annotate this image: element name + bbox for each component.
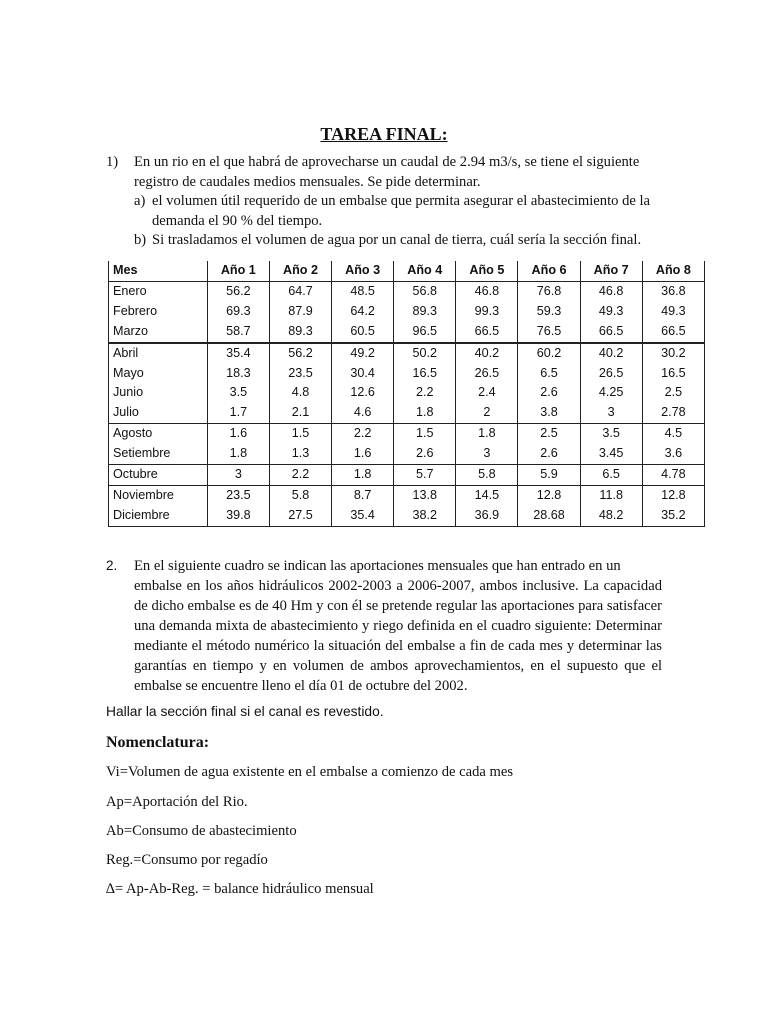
value-cell: 48.5: [332, 281, 394, 301]
question-2-text: embalse en los años hidráulicos 2002-2003 a 2006-2007, ambos inclusive. La capacidad de dicho embalse es de 40 Hm y con él se pretende regular las aportaciones para satisfacer una demanda mixta de abastecimiento y riego definida en el cuadro siguiente: Determinar mediante el método numérico la situación del embalse a fin de cada mes y determinar las garantías en tiempo y en volumen de ambos aprovechamientos, en el supuesto que el embalse se encuentre lleno el día 01 de octubre del 2002.: [134, 578, 662, 694]
value-cell: 69.3: [207, 302, 269, 322]
header-cell: Año 8: [642, 261, 704, 281]
month-cell: Noviembre: [109, 485, 208, 505]
value-cell: 76.8: [518, 281, 580, 301]
value-cell: 56.8: [394, 281, 456, 301]
table-row: [109, 444, 705, 464]
value-cell: 89.3: [394, 302, 456, 322]
month-cell: Julio: [109, 403, 208, 423]
value-cell: 89.3: [269, 322, 331, 343]
value-cell: 2.2: [332, 424, 394, 444]
value-cell: 23.5: [269, 364, 331, 384]
item-b-letter: b): [134, 232, 147, 248]
value-cell: 26.5: [456, 364, 518, 384]
value-cell: 2.2: [394, 383, 456, 403]
table-header-row: [109, 261, 705, 281]
month-cell: Octubre: [109, 465, 208, 486]
value-cell: 2.6: [518, 444, 580, 464]
month-cell: Junio: [109, 383, 208, 403]
value-cell: 3.8: [518, 403, 580, 423]
value-cell: 2.4: [456, 383, 518, 403]
table-row: [109, 465, 705, 486]
value-cell: 36.8: [642, 281, 704, 301]
value-cell: 66.5: [456, 322, 518, 343]
value-cell: 66.5: [580, 322, 642, 343]
nomenclature-title: Nomenclatura:: [106, 734, 210, 751]
month-cell: Mayo: [109, 364, 208, 384]
value-cell: 49.3: [580, 302, 642, 322]
nomenclature-item: Ap=Aportación del Rio.: [106, 794, 248, 810]
item-a-line-1: el volumen útil requerido de un embalse que permita asegurar el abastecimiento de la: [152, 193, 651, 209]
value-cell: 36.9: [456, 506, 518, 526]
value-cell: 46.8: [456, 281, 518, 301]
value-cell: 56.2: [207, 281, 269, 301]
value-cell: 66.5: [642, 322, 704, 343]
nomenclature-item: Vi=Volumen de agua existente en el embalse a comienzo de cada mes: [106, 764, 514, 780]
value-cell: 58.7: [207, 322, 269, 343]
value-cell: 49.3: [642, 302, 704, 322]
question-1-line-2: registro de caudales medios mensuales. Se pide determinar.: [134, 173, 481, 190]
month-cell: Diciembre: [109, 506, 208, 526]
value-cell: 12.8: [642, 485, 704, 505]
value-cell: 28.68: [518, 506, 580, 526]
value-cell: 5.7: [394, 465, 456, 486]
value-cell: 23.5: [207, 485, 269, 505]
value-cell: 49.2: [332, 343, 394, 364]
header-cell: Año 4: [394, 261, 456, 281]
value-cell: 4.5: [642, 424, 704, 444]
monthly-flow-table: [108, 261, 705, 527]
table-row: [109, 281, 705, 301]
value-cell: 18.3: [207, 364, 269, 384]
page-title: TAREA FINAL:: [320, 124, 448, 144]
month-cell: Enero: [109, 281, 208, 301]
question-2: [106, 556, 662, 696]
value-cell: 11.8: [580, 485, 642, 505]
value-cell: 56.2: [269, 343, 331, 364]
value-cell: 3.6: [642, 444, 704, 464]
table-row: [109, 343, 705, 364]
table-row: [109, 485, 705, 505]
question-2-number: 2.: [106, 558, 118, 573]
question-1-line-1: En un rio en el que habrá de aprovecharse un caudal de 2.94 m3/s, se tiene el siguiente: [134, 154, 640, 170]
header-cell: Año 2: [269, 261, 331, 281]
value-cell: 76.5: [518, 322, 580, 343]
value-cell: 1.6: [207, 424, 269, 444]
nomenclature-item: ∆= Ap-Ab-Reg. = balance hidráulico mensual: [106, 881, 374, 897]
value-cell: 2.6: [394, 444, 456, 464]
value-cell: 1.8: [332, 465, 394, 486]
header-cell: Año 1: [207, 261, 269, 281]
value-cell: 1.3: [269, 444, 331, 464]
value-cell: 60.2: [518, 343, 580, 364]
value-cell: 5.8: [269, 485, 331, 505]
value-cell: 30.4: [332, 364, 394, 384]
table-row: [109, 302, 705, 322]
value-cell: 6.5: [518, 364, 580, 384]
value-cell: 2.5: [642, 383, 704, 403]
value-cell: 8.7: [332, 485, 394, 505]
value-cell: 1.8: [394, 403, 456, 423]
value-cell: 1.6: [332, 444, 394, 464]
value-cell: 4.8: [269, 383, 331, 403]
month-cell: Febrero: [109, 302, 208, 322]
month-cell: Abril: [109, 343, 208, 364]
table-row: [109, 364, 705, 384]
month-cell: Marzo: [109, 322, 208, 343]
table-row: [109, 506, 705, 526]
value-cell: 12.8: [518, 485, 580, 505]
value-cell: 3: [580, 403, 642, 423]
value-cell: 46.8: [580, 281, 642, 301]
value-cell: 3: [456, 444, 518, 464]
value-cell: 3: [207, 465, 269, 486]
header-cell: Año 7: [580, 261, 642, 281]
value-cell: 30.2: [642, 343, 704, 364]
table-row: [109, 383, 705, 403]
value-cell: 35.4: [207, 343, 269, 364]
value-cell: 3.5: [207, 383, 269, 403]
value-cell: 3.5: [580, 424, 642, 444]
header-cell: Año 5: [456, 261, 518, 281]
item-a-line-2: demanda el 90 % del tiempo.: [152, 212, 323, 229]
value-cell: 64.2: [332, 302, 394, 322]
instruction-text: Hallar la sección final si el canal es revestido.: [106, 704, 384, 719]
value-cell: 27.5: [269, 506, 331, 526]
month-cell: Agosto: [109, 424, 208, 444]
value-cell: 40.2: [580, 343, 642, 364]
question-1-number: 1): [106, 154, 119, 170]
item-b-line-1: Si trasladamos el volumen de agua por un canal de tierra, cuál sería la sección final.: [152, 232, 642, 248]
header-cell: Mes: [109, 261, 208, 281]
table-row: [109, 403, 705, 423]
value-cell: 87.9: [269, 302, 331, 322]
value-cell: 16.5: [394, 364, 456, 384]
value-cell: 40.2: [456, 343, 518, 364]
value-cell: 1.7: [207, 403, 269, 423]
nomenclature-item: Reg.=Consumo por regadío: [106, 852, 268, 868]
item-a-letter: a): [134, 193, 146, 209]
value-cell: 1.8: [456, 424, 518, 444]
value-cell: 26.5: [580, 364, 642, 384]
value-cell: 1.8: [207, 444, 269, 464]
value-cell: 48.2: [580, 506, 642, 526]
value-cell: 60.5: [332, 322, 394, 343]
nomenclature-item: Ab=Consumo de abastecimiento: [106, 823, 297, 839]
value-cell: 3.45: [580, 444, 642, 464]
header-cell: Año 6: [518, 261, 580, 281]
header-cell: Año 3: [332, 261, 394, 281]
value-cell: 2: [456, 403, 518, 423]
value-cell: 4.6: [332, 403, 394, 423]
value-cell: 5.8: [456, 465, 518, 486]
value-cell: 38.2: [394, 506, 456, 526]
value-cell: 59.3: [518, 302, 580, 322]
value-cell: 14.5: [456, 485, 518, 505]
value-cell: 2.78: [642, 403, 704, 423]
month-cell: Setiembre: [109, 444, 208, 464]
value-cell: 2.5: [518, 424, 580, 444]
value-cell: 39.8: [207, 506, 269, 526]
value-cell: 35.2: [642, 506, 704, 526]
question-1: [106, 153, 666, 251]
table-row: [109, 322, 705, 343]
value-cell: 1.5: [269, 424, 331, 444]
value-cell: 99.3: [456, 302, 518, 322]
value-cell: 16.5: [642, 364, 704, 384]
value-cell: 4.78: [642, 465, 704, 486]
value-cell: 35.4: [332, 506, 394, 526]
value-cell: 6.5: [580, 465, 642, 486]
value-cell: 4.25: [580, 383, 642, 403]
value-cell: 96.5: [394, 322, 456, 343]
value-cell: 2.1: [269, 403, 331, 423]
table-row: [109, 424, 705, 444]
value-cell: 12.6: [332, 383, 394, 403]
value-cell: 50.2: [394, 343, 456, 364]
value-cell: 13.8: [394, 485, 456, 505]
value-cell: 2.6: [518, 383, 580, 403]
value-cell: 64.7: [269, 281, 331, 301]
value-cell: 5.9: [518, 465, 580, 486]
value-cell: 2.2: [269, 465, 331, 486]
question-2-first-line: En el siguiente cuadro se indican las aportaciones mensuales que han entrado en un: [134, 558, 621, 574]
value-cell: 1.5: [394, 424, 456, 444]
